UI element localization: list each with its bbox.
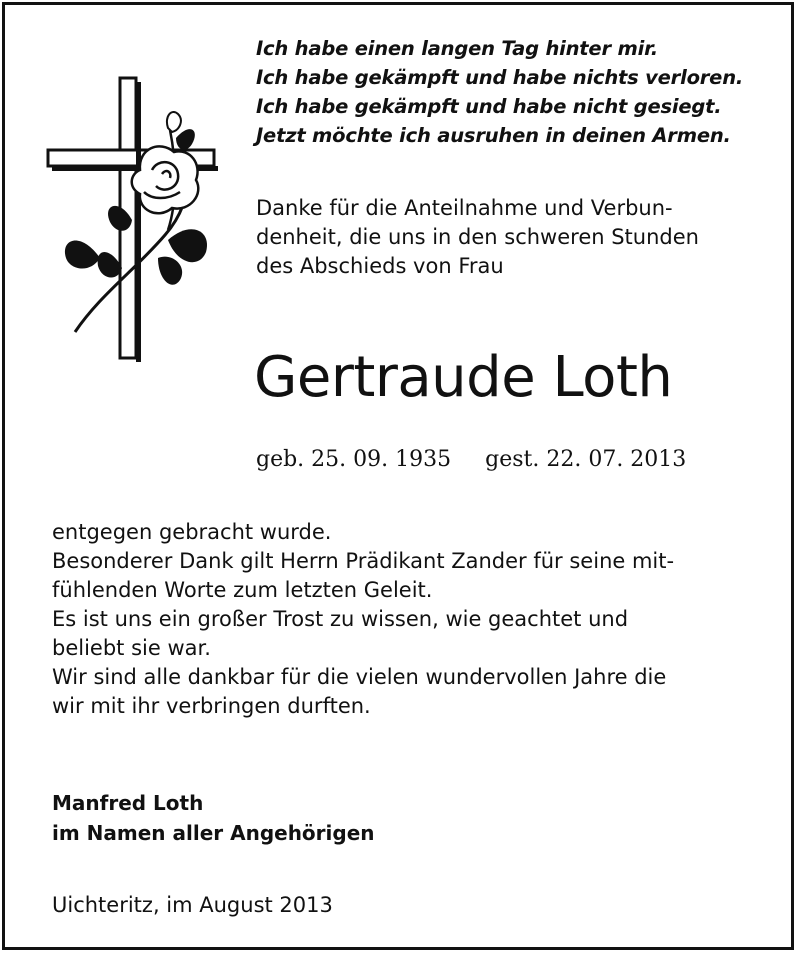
- body-line: entgegen gebracht wurde.: [52, 520, 332, 544]
- deceased-name: Gertraude Loth: [254, 345, 673, 410]
- birth-date: geb. 25. 09. 1935: [256, 447, 452, 472]
- signer-role: im Namen aller Angehörigen: [52, 821, 375, 845]
- thanks-body: [52, 518, 752, 721]
- body-line: beliebt sie war.: [52, 636, 211, 660]
- life-dates: [256, 445, 686, 475]
- poem-line: Ich habe gekämpft und habe nichts verloren.: [256, 66, 744, 89]
- poem-line: Jetzt möchte ich ausruhen in deinen Armen.: [256, 124, 731, 147]
- body-line: Besonderer Dank gilt Herrn Prädikant Zander für seine mit-: [52, 549, 675, 573]
- signer-name: Manfred Loth: [52, 791, 204, 815]
- cross-with-rose-icon: [40, 70, 230, 370]
- poem-line: Ich habe gekämpft und habe nicht gesiegt.: [256, 95, 722, 118]
- poem-line: Ich habe einen langen Tag hinter mir.: [256, 37, 658, 60]
- signature-block: [52, 788, 375, 848]
- thanks-intro: [256, 194, 786, 281]
- death-date: gest. 22. 07. 2013: [485, 447, 687, 472]
- poem: [256, 34, 786, 150]
- thanks-line: Danke für die Anteilnahme und Verbun-: [256, 196, 673, 220]
- body-line: wir mit ihr verbringen durften.: [52, 694, 371, 718]
- thanks-line: denheit, die uns in den schweren Stunden: [256, 225, 699, 249]
- place-date: Uichteritz, im August 2013: [52, 893, 333, 917]
- body-line: fühlenden Worte zum letzten Geleit.: [52, 578, 433, 602]
- thanks-line: des Abschieds von Frau: [256, 254, 504, 278]
- body-line: Wir sind alle dankbar für die vielen wundervollen Jahre die: [52, 665, 667, 689]
- body-line: Es ist uns ein großer Trost zu wissen, wie geachtet und: [52, 607, 629, 631]
